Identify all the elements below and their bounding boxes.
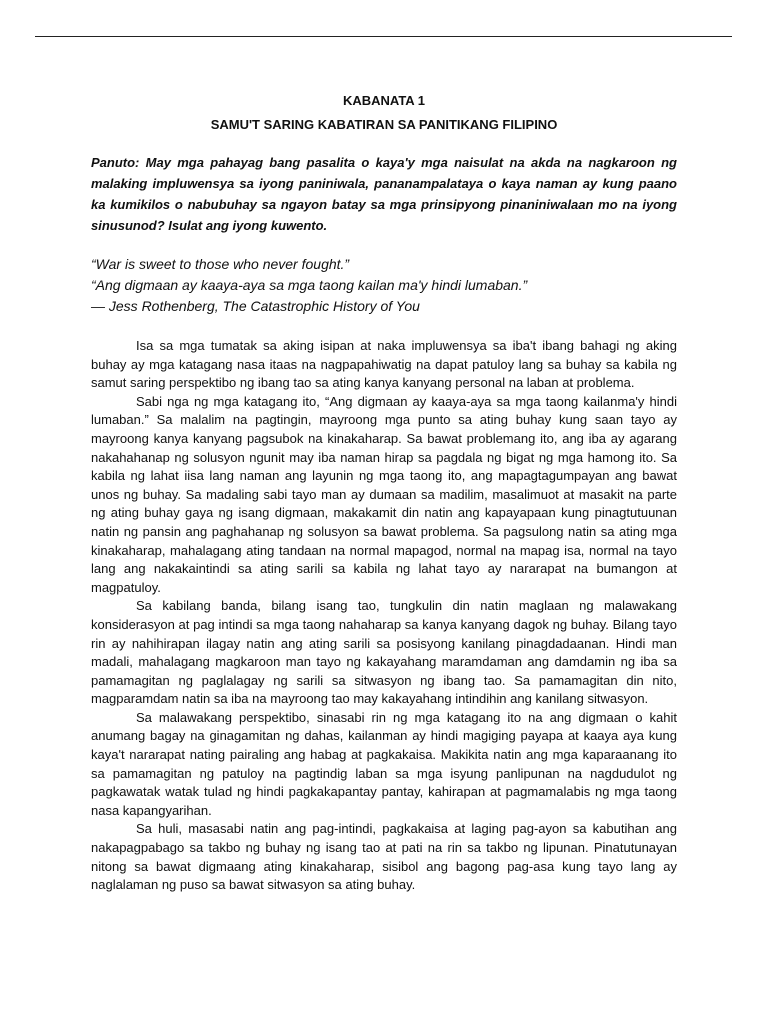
essay-body: [91, 337, 677, 895]
quote-english: “War is sweet to those who never fought.”: [91, 256, 350, 272]
paragraph: Sa malawakang perspektibo, sinasabi rin ng mga katagang ito na ang digmaan o kahit anumang bagay na ginagamitan ng dahas, kailanman ay hindi magiging payapa at kaaya aya kung kaya't nararapat nating pairaling ang habag at pagkakaisa. Makikita natin ang mga kaparaanang ito sa pamamagitan ng patuloy na pagtindig laban sa mga isyung panlipunan na nagdudulot ng pagkawatak watak tulad ng hindi pagkakapantay pantay, kahirapan at pagmamalabis ng mga taong nasa kapangyarihan.: [91, 709, 677, 818]
document-content: [91, 92, 677, 895]
instruction-text: Panuto: May mga pahayag bang pasalita o kaya'y mga naisulat na akda na nagkaroon ng malaking impluwensya sa iyong paniniwala, pananampalataya o kaya naman ay kung paano ka kumikilos o nabubuhay sa ngayon batay sa mga prinsipyong pinaniniwalaan mo na iyong sinusunod? Isulat ang iyong kuwento.: [91, 155, 677, 233]
paragraph: Sa huli, masasabi natin ang pag-intindi, pagkakaisa at laging pag-ayon sa kabutihan ang nakapagpabago sa takbo ng buhay ng isang tao at pati na rin sa takbo ng lipunan. Pinatutunayan nitong sa bawat digmaang ating kinakaharap, sisibol ang bagong pag-asa kung tayo lang ay naglalaman ng puso sa bawat sitwasyon sa ating buhay.: [91, 821, 677, 893]
quote-filipino: “Ang digmaan ay kaaya-aya sa mga taong kailan ma'y hindi lumaban.”: [91, 277, 528, 293]
header-rule: [35, 36, 732, 37]
paragraph: Sa kabilang banda, bilang isang tao, tungkulin din natin maglaan ng malawakang konsiderasyon at pag intindi sa mga taong nahaharap sa kanya kanyang dagok ng buhay. Bilang tayo rin ay nahihirapan ilagay natin ang ating sarili sa posisyong kanilang pinagdadaanan. Hindi man madali, mahalagang magkaroon man tayo ng kakayahang maramdaman ang damdamin ng iba sa pamamagitan ng paglalagay ng sarili sa sitwasyon ng ibang tao. Sa pamamagitan din nito, magparamdam natin sa iba na mayroong tao may kakayahang intindihin ang kanilang sitwasyon.: [91, 598, 677, 707]
quote-block: [91, 254, 677, 317]
chapter-title: SAMU'T SARING KABATIRAN SA PANITIKANG FILIPINO: [210, 117, 558, 132]
paragraph: Sabi nga ng mga katagang ito, “Ang digmaan ay kaaya-aya sa mga taong kailanma'y hindi lumaban.” Sa malalim na pagtingin, mayroong mga punto sa ating buhay kung saan tayo ay mayroong kanya kanyang pagsubok na kinakaharap. Sa bawat problemang ito, ang iba ay agarang nakahahanap ng solusyon ngunit may iba naman hirap sa pagdala ng bigat ng mga hamong ito. Sa kabila ng lahat iisa lang naman ang layunin ng mga taong ito, ang mapagtagumpayan ang bawat unos ng buhay. Sa madaling sabi tayo man ay dumaan sa madilim, masalimuot at masakit na parte ng ating buhay gaya ng isang digmaan, makakamit din natin ang kapayapaan kung pinagtutuunan natin ng pansin ang paghahanap ng solusyon sa bawat problema. Sa pagsulong natin sa ating mga kinakaharap, mahalagang ating tandaan na normal mapagod, normal na mapag isa, normal na tayo lang ang nakakaintindi sa ating sarili sa kabila ng lahat tayo ay nararapat na bumangon at magpatuloy.: [91, 393, 677, 595]
paragraph: Isa sa mga tumatak sa aking isipan at naka impluwensya sa iba't ibang bahagi ng aking buhay ay mga katagang nasa itaas na nagpapahiwatig na dapat patuloy lang sa buhay sa kabila ng samut saring perspektibo ng ibang tao sa ating kanya kanyang personal na laban at problema.: [91, 338, 677, 391]
quote-attribution: — Jess Rothenberg, The Catastrophic History of You: [91, 298, 420, 314]
chapter-heading: KABANATA 1: [342, 93, 426, 108]
